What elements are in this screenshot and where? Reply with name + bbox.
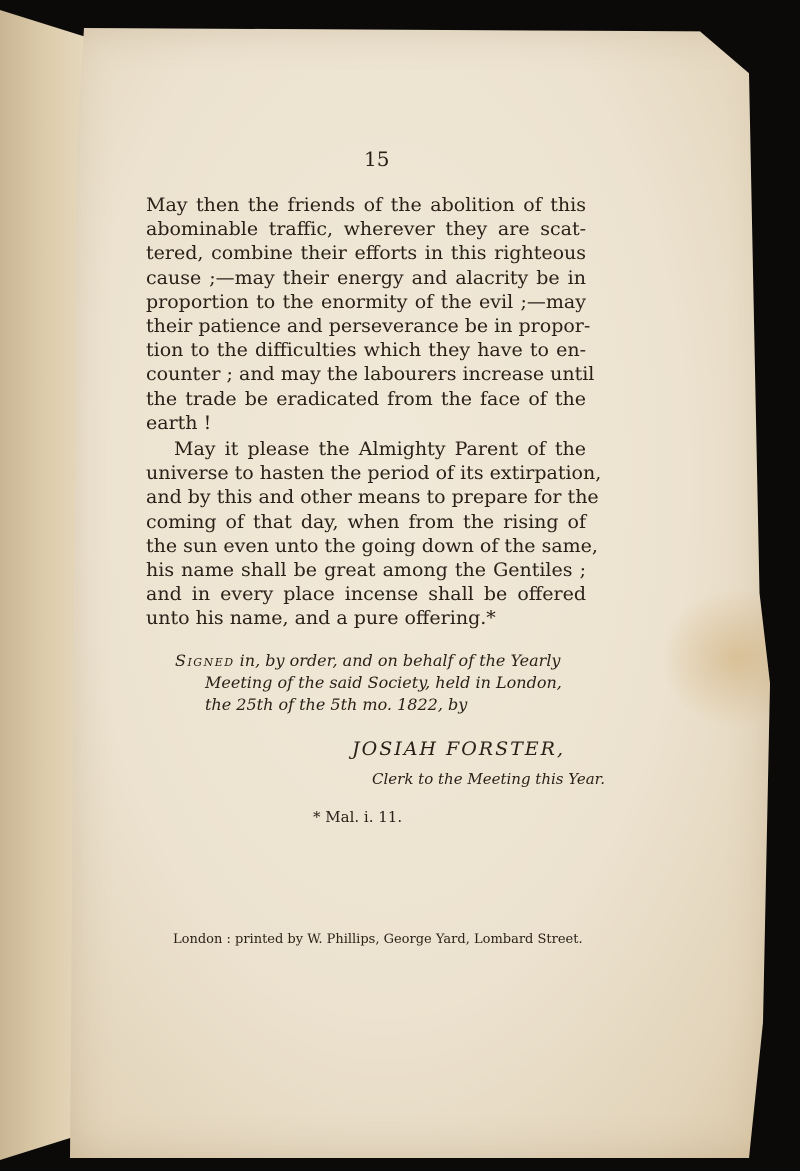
author-name: JOSIAH FORSTER, — [352, 738, 566, 760]
text-line: unto his name, and a pure offering.* — [146, 607, 496, 630]
text-line: his name shall be great among the Gentiles ; — [146, 559, 586, 582]
signed-line-rest: in, by order, and on behalf of the Yearly — [234, 651, 561, 670]
signed-word: Signed — [175, 651, 235, 670]
text-line: the sun even unto the going down of the same, — [146, 534, 598, 557]
text-line: the trade be eradicated from the face of the — [146, 387, 586, 410]
text-line: their patience and perseverance be in propor- — [146, 315, 591, 338]
text-line: coming of that day, when from the rising of — [146, 510, 586, 533]
page-number: 15 — [364, 147, 390, 171]
text-line: and by this and other means to prepare for the — [146, 486, 599, 509]
paragraph-abolition — [146, 193, 595, 435]
signed-line-3: the 25th of the 5th mo. 1822, by — [205, 695, 468, 714]
footnote: * Mal. i. 11. — [313, 808, 403, 826]
text-line: cause ;—may their energy and alacrity be in — [146, 266, 586, 289]
signature-block — [175, 650, 615, 716]
author-title: Clerk to the Meeting this Year. — [372, 770, 605, 788]
signed-line-2: Meeting of the said Society, held in London, — [205, 673, 562, 692]
text-line: May it please the Almighty Parent of the — [174, 438, 586, 460]
text-line: tion to the difficulties which they have to en- — [146, 339, 586, 362]
text-line: tered, combine their efforts in this righteous — [146, 242, 586, 265]
text-line: and in every place incense shall be offered — [146, 583, 586, 606]
signed-line — [175, 651, 560, 670]
paper-stain — [660, 588, 770, 728]
text-line: universe to hasten the period of its extirpation, — [146, 462, 602, 485]
text-line: May then the friends of the abolition of this — [146, 194, 586, 216]
printer-imprint: London : printed by W. Phillips, George Yard, Lombard Street. — [173, 932, 583, 947]
text-line: proportion to the enormity of the evil ;—may — [146, 290, 586, 313]
text-line: abominable traffic, wherever they are scat- — [146, 218, 586, 241]
paragraph-almighty — [146, 437, 602, 631]
text-line: earth ! — [146, 411, 212, 434]
text-line: counter ; and may the labourers increase until — [146, 363, 595, 386]
